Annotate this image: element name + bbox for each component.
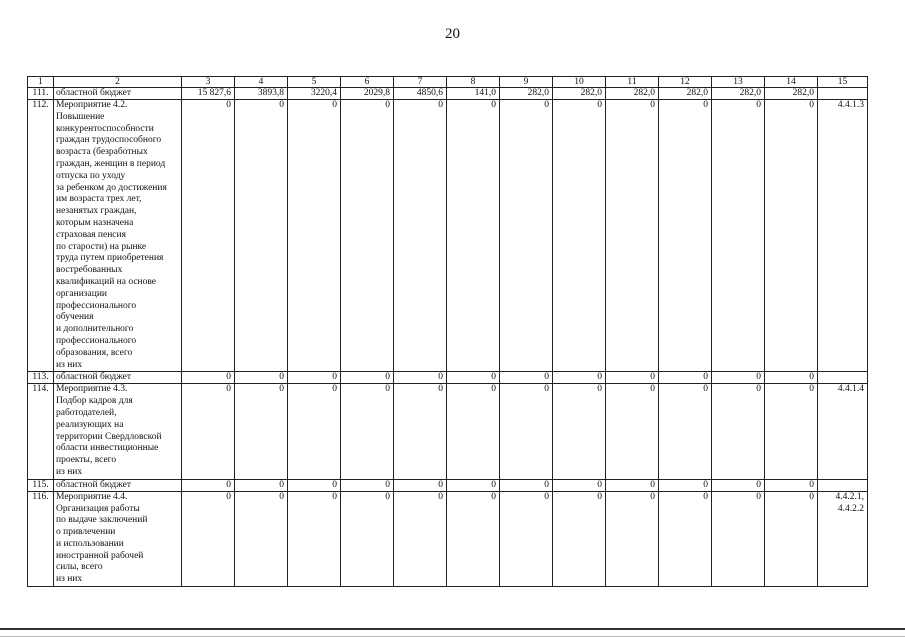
value-cell: 0 <box>659 100 712 372</box>
budget-row <box>28 372 868 384</box>
value-cell: 0 <box>712 100 765 372</box>
column-header: 3 <box>182 77 235 88</box>
value-cell: 0 <box>606 479 659 491</box>
column-header: 1 <box>28 77 54 88</box>
value-cell: 0 <box>288 479 341 491</box>
value-cell: 0 <box>182 384 235 479</box>
target-code-cell: 4.4.1.3 <box>818 100 868 372</box>
value-cell: 0 <box>765 384 818 479</box>
value-cell: 282,0 <box>553 88 606 100</box>
value-cell: 0 <box>500 372 553 384</box>
value-cell: 0 <box>500 491 553 586</box>
value-cell: 0 <box>394 372 447 384</box>
value-cell: 0 <box>712 479 765 491</box>
column-header: 10 <box>553 77 606 88</box>
value-cell: 0 <box>712 372 765 384</box>
event-row <box>28 384 868 479</box>
row-name-cell: областной бюджет <box>54 372 182 384</box>
row-number-cell: 116. <box>28 491 54 586</box>
value-cell: 0 <box>500 384 553 479</box>
budget-table <box>27 76 868 587</box>
target-code-cell <box>818 372 868 384</box>
value-cell: 0 <box>394 491 447 586</box>
value-cell: 0 <box>288 100 341 372</box>
value-cell: 0 <box>341 372 394 384</box>
column-header: 15 <box>818 77 868 88</box>
event-row <box>28 100 868 372</box>
row-number-cell: 114. <box>28 384 54 479</box>
value-cell: 282,0 <box>500 88 553 100</box>
value-cell: 0 <box>235 372 288 384</box>
value-cell: 0 <box>182 372 235 384</box>
value-cell: 0 <box>500 100 553 372</box>
value-cell: 282,0 <box>606 88 659 100</box>
row-number-cell: 113. <box>28 372 54 384</box>
value-cell: 0 <box>341 479 394 491</box>
column-header: 9 <box>500 77 553 88</box>
value-cell: 0 <box>447 372 500 384</box>
value-cell: 15 827,6 <box>182 88 235 100</box>
column-number-row <box>28 77 868 88</box>
target-code-cell: 4.4.1.4 <box>818 384 868 479</box>
value-cell: 0 <box>765 372 818 384</box>
value-cell: 282,0 <box>712 88 765 100</box>
value-cell: 0 <box>235 384 288 479</box>
column-header: 7 <box>394 77 447 88</box>
column-header: 13 <box>712 77 765 88</box>
value-cell: 0 <box>447 479 500 491</box>
value-cell: 0 <box>765 479 818 491</box>
value-cell: 0 <box>659 384 712 479</box>
value-cell: 0 <box>765 100 818 372</box>
row-number-cell: 111. <box>28 88 54 100</box>
value-cell: 0 <box>553 479 606 491</box>
value-cell: 0 <box>341 100 394 372</box>
value-cell: 0 <box>394 100 447 372</box>
value-cell: 0 <box>553 384 606 479</box>
value-cell: 0 <box>447 100 500 372</box>
value-cell: 0 <box>606 384 659 479</box>
row-name-cell: областной бюджет <box>54 479 182 491</box>
value-cell: 0 <box>394 479 447 491</box>
page-number: 20 <box>445 26 460 42</box>
value-cell: 0 <box>553 491 606 586</box>
value-cell: 0 <box>712 491 765 586</box>
value-cell: 0 <box>553 100 606 372</box>
value-cell: 0 <box>235 100 288 372</box>
column-header: 2 <box>54 77 182 88</box>
value-cell: 4850,6 <box>394 88 447 100</box>
row-number-cell: 112. <box>28 100 54 372</box>
column-header: 12 <box>659 77 712 88</box>
value-cell: 282,0 <box>659 88 712 100</box>
event-row <box>28 491 868 586</box>
column-header: 14 <box>765 77 818 88</box>
value-cell: 0 <box>606 372 659 384</box>
target-code-cell: 4.4.2.1, 4.4.2.2 <box>818 491 868 586</box>
value-cell: 0 <box>712 384 765 479</box>
value-cell: 2029,8 <box>341 88 394 100</box>
value-cell: 0 <box>606 491 659 586</box>
value-cell: 0 <box>394 384 447 479</box>
budget-row <box>28 479 868 491</box>
row-name-cell: областной бюджет <box>54 88 182 100</box>
value-cell: 0 <box>500 479 553 491</box>
value-cell: 0 <box>659 491 712 586</box>
value-cell: 0 <box>606 100 659 372</box>
value-cell: 0 <box>182 479 235 491</box>
value-cell: 282,0 <box>765 88 818 100</box>
value-cell: 0 <box>182 100 235 372</box>
table-body <box>28 77 868 587</box>
value-cell: 141,0 <box>447 88 500 100</box>
value-cell: 0 <box>288 491 341 586</box>
column-header: 8 <box>447 77 500 88</box>
value-cell: 0 <box>288 372 341 384</box>
target-code-cell <box>818 88 868 100</box>
value-cell: 3220,4 <box>288 88 341 100</box>
value-cell: 0 <box>235 491 288 586</box>
row-name-cell: Мероприятие 4.3. Подбор кадров для работодателей, реализующих на территории Свердловской области инвестиционные проекты, всего из них <box>54 384 182 479</box>
value-cell: 0 <box>288 384 341 479</box>
value-cell: 0 <box>659 479 712 491</box>
row-name-cell: Мероприятие 4.4. Организация работы по выдаче заключений о привлечении и использовании иностранной рабочей силы, всего из них <box>54 491 182 586</box>
column-header: 6 <box>341 77 394 88</box>
value-cell: 0 <box>765 491 818 586</box>
row-number-cell: 115. <box>28 479 54 491</box>
value-cell: 0 <box>235 479 288 491</box>
column-header: 5 <box>288 77 341 88</box>
scan-edge-line <box>0 628 905 630</box>
value-cell: 0 <box>182 491 235 586</box>
value-cell: 0 <box>447 384 500 479</box>
value-cell: 0 <box>659 372 712 384</box>
value-cell: 0 <box>341 384 394 479</box>
column-header: 4 <box>235 77 288 88</box>
value-cell: 0 <box>447 491 500 586</box>
value-cell: 0 <box>553 372 606 384</box>
scan-edge-shadow <box>0 636 905 637</box>
value-cell: 3893,8 <box>235 88 288 100</box>
target-code-cell <box>818 479 868 491</box>
budget-row <box>28 88 868 100</box>
row-name-cell: Мероприятие 4.2. Повышение конкурентоспособности граждан трудоспособного возраста (безработных граждан, женщин в период отпуска по уходу за ребенком до достижения им возраста трех лет, незанятых граждан, которым назначена страховая пенсия по старости) на рынке труда путем приобретения востребованных квалификаций на основе организации профессионального обучения и дополнительного профессионального образования, всего из них <box>54 100 182 372</box>
value-cell: 0 <box>341 491 394 586</box>
column-header: 11 <box>606 77 659 88</box>
